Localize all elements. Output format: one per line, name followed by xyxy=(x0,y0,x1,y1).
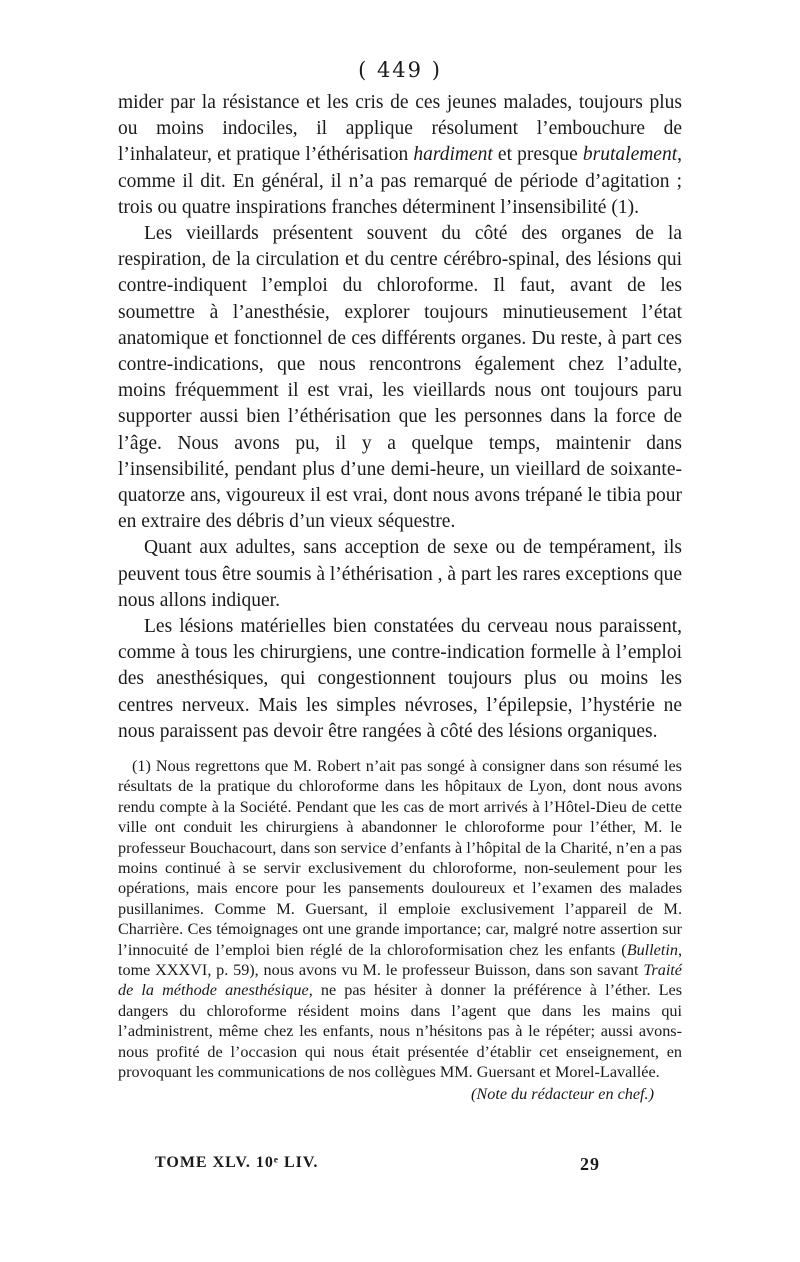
page-number: ( 449 ) xyxy=(358,58,442,82)
emphasis-hardiment: hardiment xyxy=(413,144,493,166)
paragraph-4: Les lésions matérielles bien constatées du cerveau nous paraissent, comme à tous les chirurgiens, une contre-indication formelle à l’emploi des anesthésiques, qui congestionnent toujours plus ou moins les centres nerveux. Mais les simples névroses, l’épilepsie, l’hystérie ne nous paraissent pas devoir être rangées à côté des lésions organiques. xyxy=(118,616,682,742)
signature-number: 29 xyxy=(580,1154,600,1174)
emphasis-brutalement: brutalement xyxy=(582,144,678,166)
printer-signature xyxy=(155,1154,600,1175)
footnote-credit: (Note du rédacteur en chef.) xyxy=(471,1084,654,1103)
body-text xyxy=(118,90,682,745)
paragraph-3: Quant aux adultes, sans acception de sexe ou de tempérament, ils peuvent tous être soumis à l’éthérisation , à part les rares exceptions que nous allons indiquer. xyxy=(118,537,682,611)
paragraph-2: Les vieillards présentent souvent du côté des organes de la respiration, de la circulation et du centre cérébro-spinal, des lésions qui contre-indiquent l’emploi du chloroforme. Il faut, avant de les soumettre à l’anesthésie, explorer toujours minutieusement l’état anatomique et fonctionnel de ces différents organes. Du reste, à part ces contre-indications, que nous rencontrons également chez l’adulte, moins fréquemment il est vrai, les vieillards nous ont toujours paru supporter aussi bien l’éthérisation que les personnes dans la force de l’âge. Nous avons pu, il y a quelque temps, maintenir dans l’insensibilité, pendant plus d’une demi-heure, un vieillard de soixante-quatorze ans, vigoureux il est vrai, dont nous avons trépané le tibia pour en extraire des débris d’un vieux séquestre. xyxy=(118,223,682,533)
footnote xyxy=(118,756,682,1104)
volume-signature: TOME XLV. 10ᵉ LIV. xyxy=(155,1154,319,1171)
footnote-text: (1) Nous regrettons que M. Robert n’ait pas songé à consigner dans son résumé les résultats de la pratique du chloroforme dans les hôpitaux de Lyon, dont nous avons rendu compte à la Société. Pendant que les cas de mort arrivés à l’Hôtel-Dieu de cette ville ont conduit les chirurgiens à abandonner le chloroforme pour l’éther, M. le professeur Bouchacourt, dans son service d’enfants à l’hôpital de la Charité, n’en a pas moins continué à se servir exclusivement du chloroforme, non-seulement pour les opérations, mais encore pour les pansements douloureux et l’examen des malades pusillanimes. Comme M. Guersant, il emploie exclusivement l’appareil de M. Charrière. Ces témoignages ont une grande importance; car, malgré notre assertion sur l’innocuité de l’emploi bien réglé de la chloroformisation chez les enfants (Bulletin, tome XXXVI, p. 59), nous avons vu M. le professeur Buisson, dans son savant Traité de la méthode anesthésique, ne pas hésiter à donner la préférence à l’éther. Les dangers du chloroforme résident moins dans l’agent que dans les mains qui l’administrent, même chez les enfants, nous n’hésitons pas à le répéter; aussi avons-nous profité de l’occasion qui nous était présentée d’établir cet enseignement, en provoquant les communications de nos collègues MM. Guersant et Morel-Lavallée. xyxy=(118,757,682,1082)
paragraph-1: mider par la résistance et les cris de ces jeunes malades, toujours plus ou moins indociles, il applique résolument l’embouchure de l’inhalateur, et pratique l’éthérisation hardiment et presque brutalement, comme il dit. En général, il n’a pas remarqué de période d’agitation ; trois ou quatre inspirations franches déterminent l’insensibilité (1). xyxy=(118,92,682,218)
